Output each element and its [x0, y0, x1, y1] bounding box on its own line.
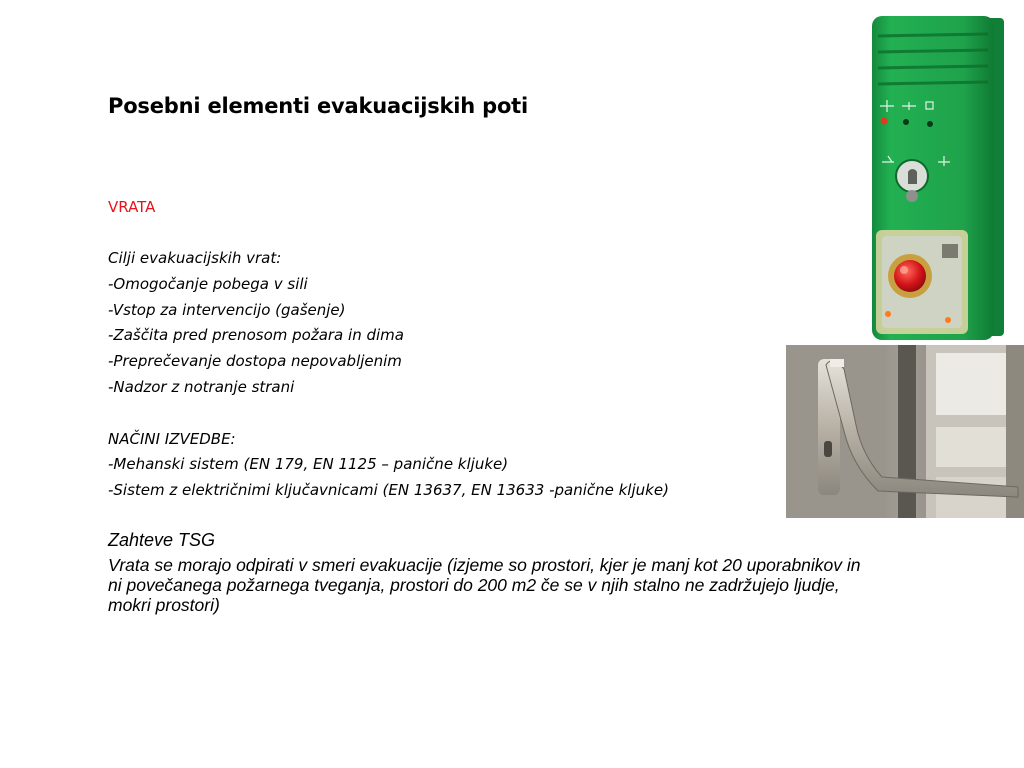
panic-bar-door-image	[786, 345, 1024, 518]
goal-item: -Omogočanje pobega v sili	[108, 274, 308, 293]
goal-item: -Preprečevanje dostopa nepovabljenim	[108, 352, 402, 371]
section-heading-vrata: VRATA	[108, 198, 156, 216]
slide-title: Posebni elementi evakuacijskih poti	[108, 94, 529, 118]
emergency-door-control-image	[868, 14, 1006, 342]
goals-heading: Cilji evakuacijskih vrat:	[108, 249, 282, 267]
method-item: -Mehanski sistem (EN 179, EN 1125 – panične kljuke)	[108, 455, 509, 474]
methods-heading: NAČINI IZVEDBE:	[108, 429, 236, 448]
content-list	[108, 246, 788, 504]
method-item: -Sistem z električnimi ključavnicami (EN 13637, EN 13633 -panične kljuke)	[108, 481, 669, 500]
goal-item: -Nadzor z notranje strani	[108, 377, 295, 396]
tsg-requirements	[108, 529, 868, 615]
goal-item: -Zaščita pred prenosom požara in dima	[108, 326, 404, 345]
tsg-heading: Zahteve TSG	[108, 530, 216, 550]
goal-item: -Vstop za intervencijo (gašenje)	[108, 300, 346, 319]
tsg-text: Vrata se morajo odpirati v smeri evakuacije (izjeme so prostori, kjer je manj kot 20 uporabnikov in ni povečanega požarnega tveganja, prostori do 200 m2 če se v njih stalno ne zadržujejo ljudje, mokri prostori)	[108, 555, 861, 615]
